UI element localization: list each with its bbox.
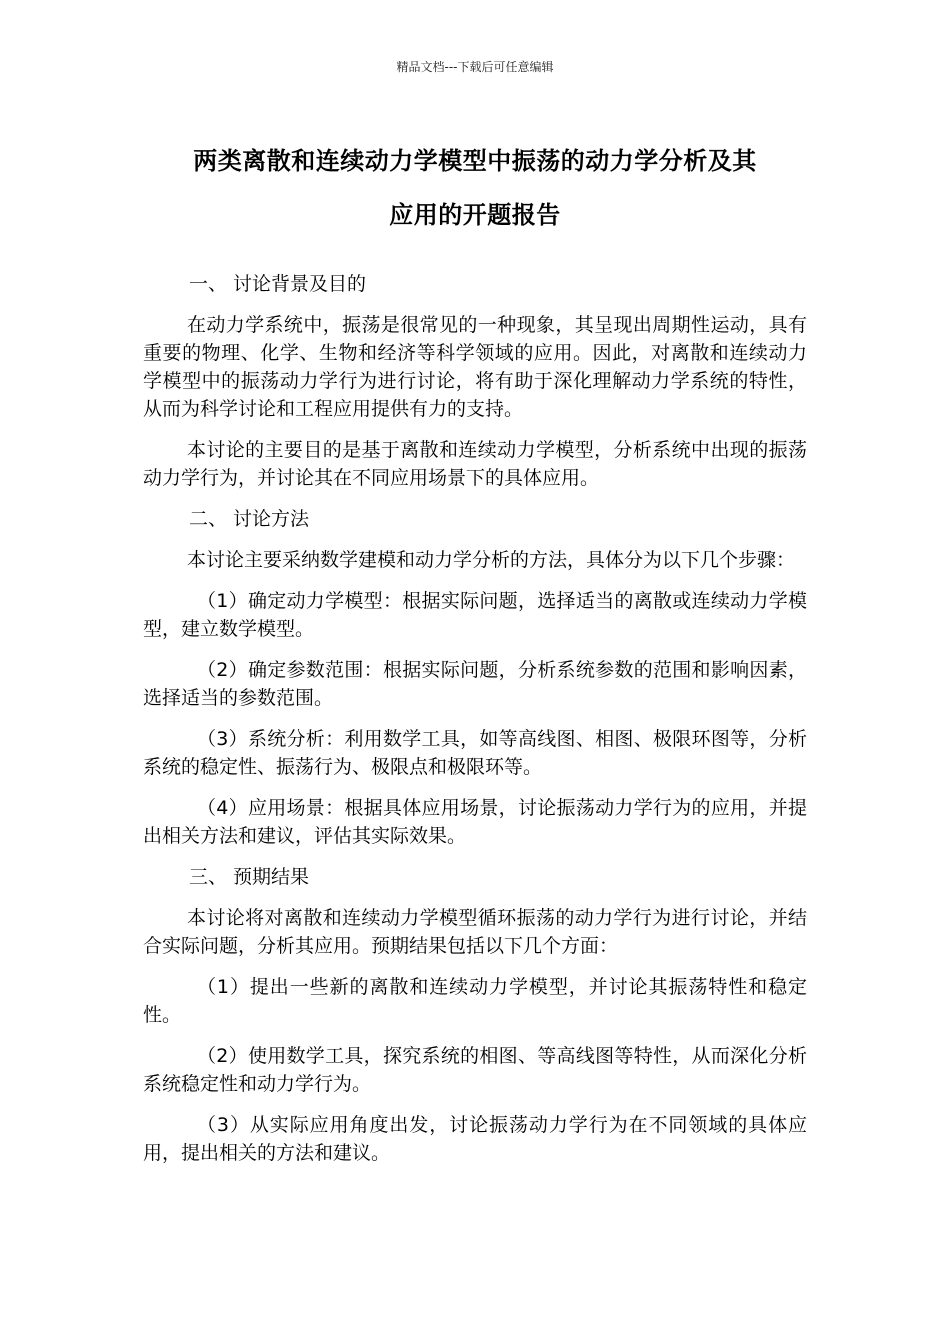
document-title-line-1: 两类离散和连续动力学模型中振荡的动力学分析及其 — [193, 147, 757, 175]
methods-step-2: （2）确定参数范围：根据实际问题，分析系统参数的范围和影响因素，选择适当的参数范围。 — [143, 659, 807, 709]
background-paragraph-1: 在动力学系统中，振荡是很常见的一种现象，其呈现出周期性运动，具有重要的物理、化学、生物和经济等科学领域的应用。因此，对离散和连续动力学模型中的振荡动力学行为进行讨论，将有助于深化理解动力学系统的特性，从而为科学讨论和工程应用提供有力的支持。 — [143, 314, 807, 420]
document-title-line-2: 应用的开题报告 — [389, 201, 561, 229]
results-item-1: （1）提出一些新的离散和连续动力学模型，并讨论其振荡特性和稳定性。 — [143, 976, 807, 1026]
results-intro: 本讨论将对离散和连续动力学模型循环振荡的动力学行为进行讨论，并结合实际问题，分析其应用。预期结果包括以下几个方面： — [143, 907, 807, 957]
section-heading-expected-results: 三、 预期结果 — [189, 866, 310, 888]
methods-step-1: （1）确定动力学模型：根据实际问题，选择适当的离散或连续动力学模型，建立数学模型。 — [143, 590, 807, 640]
results-item-2: （2）使用数学工具，探究系统的相图、等高线图等特性，从而深化分析系统稳定性和动力学行为。 — [143, 1045, 807, 1095]
section-heading-background: 一、 讨论背景及目的 — [189, 273, 367, 295]
background-paragraph-2: 本讨论的主要目的是基于离散和连续动力学模型，分析系统中出现的振荡动力学行为，并讨论其在不同应用场景下的具体应用。 — [143, 439, 807, 489]
header-note: 精品文档---下载后可任意编辑 — [396, 60, 554, 74]
document-body — [143, 270, 807, 1180]
methods-step-3: （3）系统分析：利用数学工具，如等高线图、相图、极限环图等，分析系统的稳定性、振荡行为、极限点和极限环等。 — [143, 728, 807, 778]
results-item-3: （3）从实际应用角度出发，讨论振荡动力学行为在不同领域的具体应用，提出相关的方法和建议。 — [143, 1114, 807, 1164]
methods-step-4: （4）应用场景：根据具体应用场景，讨论振荡动力学行为的应用，并提出相关方法和建议，评估其实际效果。 — [143, 797, 807, 847]
section-heading-methods: 二、 讨论方法 — [189, 508, 310, 530]
methods-intro: 本讨论主要采纳数学建模和动力学分析的方法，具体分为以下几个步骤： — [187, 549, 796, 571]
